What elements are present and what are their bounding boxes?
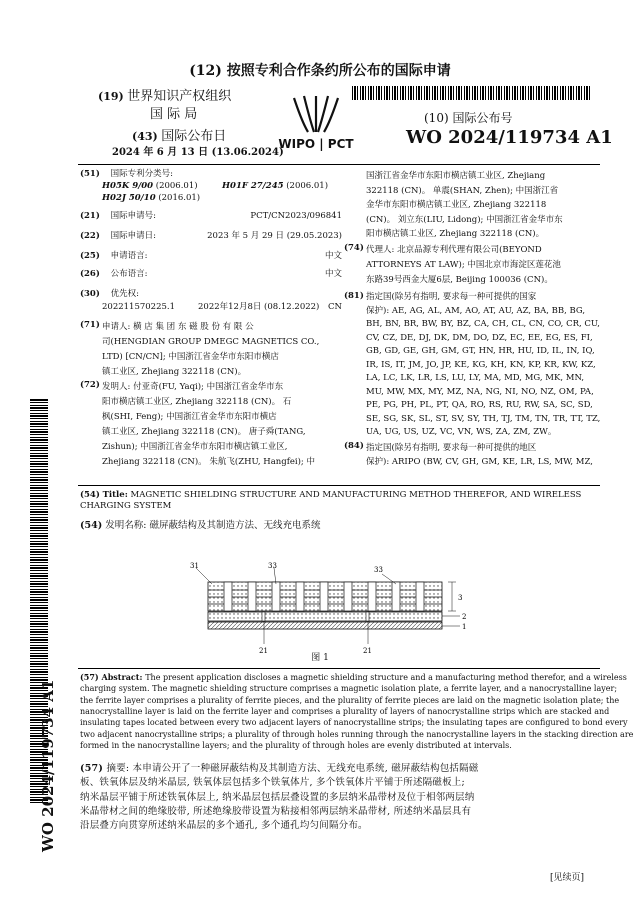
abstract-en-line: insulating tapes located between every two adjacent layers of nanocrystalline strips; the insulating tapes are configured to bond every [80, 718, 628, 728]
applicant-line: 司(HENGDIAN GROUP DMEGC MAGNETICS CO., [102, 337, 320, 347]
abstract-cn-line: 米晶带材之间的绝缘胶带, 所述绝缘胶带设置为粘接相邻两层纳米晶带材, 所述纳米晶层具有 [80, 805, 472, 817]
field-81-num-wrap [344, 291, 364, 302]
label-31: 31 [190, 562, 199, 570]
agent-line: ATTORNEYS AT LAW); 中国北京市海淀区莲花池 [366, 260, 561, 270]
pubdate-label-line [132, 128, 226, 146]
inventor-cont-line: 322118 (CN)。 单震(SHAN, Zhen); 中国浙江省 [366, 185, 559, 196]
label-33-b: 33 [374, 566, 383, 574]
field-72-num: (72) [80, 380, 100, 390]
field-21-num: (21) [80, 211, 100, 221]
designated-states-line: GB, GD, GE, GH, GM, GT, HN, HR, HU, ID, IL, IN, IQ, [366, 346, 595, 356]
title-rule [78, 485, 600, 486]
designated-states-line: LA, LC, LK, LR, LS, LU, LY, MA, MD, MG, MK, MN, [366, 373, 585, 383]
ipc-3-year: (2016.01) [158, 193, 201, 203]
field-51-num: (51) [80, 169, 100, 179]
label-2: 2 [462, 613, 467, 621]
designated-states-line: 保护): AE, AG, AL, AM, AO, AT, AU, AZ, BA, BB, BG, [366, 305, 586, 316]
title-cn [80, 520, 320, 533]
abstract-cn-line: 纳米晶层平铺于所述铁氧体层上, 纳米晶层包括层叠设置的多层纳米晶带材及位于相邻两层纳 [80, 791, 475, 803]
abstract-en-line: charging system. The magnetic shielding structure comprises a magnetic isolation plate, a ferrite layer, and a nanocrystalline layer; [80, 684, 618, 694]
inventor-cont-line: 国浙江省金华市东阳市横店镇工业区, Zhejiang [366, 171, 546, 181]
applicant-line: LTD) [CN/CN]; 中国浙江省金华市东阳市横店 [102, 352, 279, 362]
inventor-cont-line: 金华市东阳市横店镇工业区, Zhejiang 322118 [366, 200, 547, 210]
designated-states-line: SE, SG, SK, SL, ST, SV, SY, TH, TJ, TM, TN, TR, TT, TZ, [366, 413, 601, 424]
priority-row [102, 302, 342, 313]
field-25-label: 申请语言: [110, 251, 148, 261]
ipc-3-code: H02J 50/10 [102, 193, 156, 203]
ferrite-layer [208, 612, 442, 621]
title-en-num: (54) [80, 490, 100, 500]
pubdate-label-num: (43) [132, 130, 158, 143]
field-71-text [102, 320, 342, 380]
org-name: 世界知识产权组织 [127, 89, 232, 104]
abstract-cn [80, 762, 602, 833]
field-71-num-wrap [80, 320, 100, 331]
header-rule [78, 164, 600, 165]
ipc-1-year: (2006.01) [155, 181, 198, 191]
field-72-num-wrap [80, 380, 100, 391]
pubno-value: WO 2024/119734 A1 [406, 127, 613, 148]
pubdate-value: 2024 年 6 月 13 日 (13.06.2024) [112, 147, 284, 158]
designated-states-line: PE, PG, PH, PL, PT, QA, RO, RS, RU, RW, SA, SC, SD, [366, 400, 593, 410]
designated-states-line: BH, BN, BR, BW, BY, BZ, CA, CH, CL, CN, CO, CR, CU, [366, 319, 600, 329]
side-pubno: WO 2024/119734 A1 [39, 679, 57, 852]
regional-states-line: 指定国(除另有指明, 要求每一种可提供的地区 [366, 443, 537, 453]
document-title: (12) 按照专利合作条约所公布的国际申请 [189, 63, 451, 79]
field-22 [80, 231, 342, 242]
designated-states-line: 指定国(除另有指明, 要求每一种可提供的国家 [366, 292, 537, 302]
ipc-2-code: H01F 27/245 [222, 181, 284, 191]
ipc-3 [102, 193, 200, 204]
title-cn-num: (54) [80, 520, 103, 531]
field-25-value: 中文 [324, 251, 342, 261]
org-num: (19) [98, 90, 124, 103]
ferrite-gap-right [366, 612, 369, 621]
title-en-label: Title: [102, 490, 128, 500]
designated-states-line: CV, CZ, DE, DJ, DK, DM, DO, DZ, EC, EE, EG, ES, FI, [366, 332, 593, 343]
field-22-value: 2023 年 5 月 29 日 (29.05.2023) [207, 231, 342, 241]
abstract-en-text: The present application discloses a magnetic shielding structure and a manufacturing method therefor, and a wireless [145, 673, 627, 682]
abstract-rule [78, 668, 600, 669]
agent-line: 东路39号西金大厦6层, Beijing 100036 (CN)。 [366, 275, 553, 285]
abstract-en-label: Abstract: [101, 672, 146, 682]
abstract-en-line: nanocrystalline layer is laid on the ferrite layer and comprises a plurality of layers of nanocrystalline strips which are stacked and [80, 707, 610, 717]
priority-app: 202211570225.1 [102, 302, 176, 312]
label-21-a: 21 [259, 647, 268, 655]
inventor-cont-line: 阳市横店镇工业区, Zhejiang 322118 (CN)。 [366, 229, 545, 239]
field-21 [80, 211, 342, 222]
field-26-value: 中文 [324, 269, 342, 279]
field-26 [80, 269, 342, 280]
field-74-text [366, 243, 602, 288]
field-26-num: (26) [80, 269, 100, 279]
isolation-plate [208, 622, 442, 629]
applicant-line: 镇工业区, Zhejiang 322118 (CN)。 [102, 367, 247, 377]
field-81-text [366, 291, 602, 440]
pubno-label: (10) 国际公布号 [424, 111, 513, 125]
label-3: 3 [458, 594, 463, 602]
abstract-cn-line: 沿层叠方向贯穿所述纳米晶层的多个通孔, 多个通孔均匀间隔分布。 [80, 820, 368, 831]
abstract-en [80, 672, 634, 752]
regional-states-line: 保护): ARIPO (BW, CV, GH, GM, KE, LR, LS, MW, MZ, [366, 457, 593, 467]
label-1: 1 [462, 623, 467, 631]
field-72-text [102, 380, 342, 470]
bureau: 国 际 局 [150, 107, 198, 122]
ipc-1 [102, 181, 198, 192]
inventor-cont-line: (CN)。 刘立东(LIU, Lidong); 中国浙江省金华市东 [366, 214, 563, 225]
ferrite-gap-left [262, 612, 265, 621]
continued-note: [见续页] [550, 873, 585, 883]
through-holes [224, 582, 424, 611]
label-21-b: 21 [363, 647, 372, 655]
field-74-num-wrap [344, 243, 364, 254]
field-84-num: (84) [344, 441, 364, 451]
org-line [98, 88, 231, 106]
abstract-en-line: formed in the nanocrystalline layers; and the plurality of through holes are evenly distributed at intervals. [80, 741, 512, 751]
field-21-value: PCT/CN2023/096841 [250, 211, 342, 221]
designated-states-line: UA, UG, US, UZ, VC, VN, WS, ZA, ZM, ZW。 [366, 427, 557, 437]
field-22-label: 国际申请日: [110, 231, 156, 241]
priority-cc: CN [328, 302, 342, 312]
abstract-cn-line [80, 762, 602, 776]
agent-line: 代理人: 北京品源专利代理有限公司(BEYOND [366, 245, 542, 255]
abstract-cn-num: (57) [80, 763, 107, 774]
field-84-text [366, 441, 602, 469]
field-21-label: 国际申请号: [110, 211, 156, 221]
field-51 [80, 169, 173, 180]
title-en-line-1: MAGNETIC SHIELDING STRUCTURE AND MANUFACTURING METHOD THEREFOR, AND WIRELESS [130, 490, 582, 500]
abstract-cn-line: 板、铁氧体层及纳米晶层, 铁氧体层包括多个铁氧体片, 多个铁氧体片平铺于所述隔磁板上; [80, 777, 465, 789]
figure-caption: 图 1 [311, 653, 329, 663]
field-25-num: (25) [80, 251, 100, 261]
pubdate-label: 国际公布日 [161, 129, 227, 144]
label-33-a: 33 [268, 562, 277, 570]
field-25 [80, 251, 342, 262]
title-en [80, 490, 600, 513]
field-30-label: 优先权: [110, 289, 139, 299]
inventor-line: Zishun); 中国浙江省金华市东阳市横店镇工业区, [102, 442, 288, 452]
barcode-top [352, 86, 592, 100]
ipc-1-code: H05K 9/00 [102, 181, 154, 191]
wipo-logo-text: WIPO | PCT [278, 137, 354, 151]
field-72-continued [366, 169, 602, 242]
abstract-en-num: (57) [80, 672, 102, 682]
abstract-en-line: two adjacent nanocrystalline strips; a plurality of through holes running through the nanocrystalline layers in the stacking direction are [80, 729, 634, 739]
field-71-num: (71) [80, 320, 100, 330]
field-30-num: (30) [80, 289, 100, 299]
field-30 [80, 289, 139, 300]
inventor-line: Zhejiang 322118 (CN)。 朱航飞(ZHU, Hangfei); 中 [102, 457, 315, 467]
priority-date: 2022年12月8日 (08.12.2022) [198, 302, 320, 312]
inventor-line: 阳市横店镇工业区, Zhejiang 322118 (CN)。 石 [102, 397, 292, 407]
wipo-logo [268, 92, 364, 158]
designated-states-line: MU, MW, MX, MY, MZ, NA, NG, NI, NO, NZ, OM, PA, [366, 386, 594, 397]
field-74-num: (74) [344, 243, 364, 253]
abstract-cn-text: 摘要: 本申请公开了一种磁屏蔽结构及其制造方法、无线充电系统, 磁屏蔽结构包括隔磁 [106, 763, 479, 774]
inventor-line: 枫(SHI, Feng); 中国浙江省金华市东阳市横店 [102, 412, 277, 422]
field-26-label: 公布语言: [110, 269, 148, 279]
applicant-line: 申请人: 横 店 集 团 东 磁 股 份 有 限 公 [102, 322, 254, 332]
inventor-line: 镇工业区, Zhejiang 322118 (CN)。 唐子舜(TANG, [102, 427, 306, 437]
ipc-2 [222, 181, 328, 192]
field-51-label: 国际专利分类号: [110, 169, 173, 179]
inventor-line: 发明人: 付亚奇(FU, Yaqi); 中国浙江省金华市东 [102, 382, 284, 392]
field-22-num: (22) [80, 231, 100, 241]
abstract-en-line [80, 672, 627, 683]
field-84-num-wrap [344, 441, 364, 452]
ipc-2-year: (2006.01) [286, 181, 329, 191]
designated-states-line: IR, IS, IT, JM, JO, JP, KE, KG, KH, KN, KP, KR, KW, KZ, [366, 359, 596, 370]
field-81-num: (81) [344, 291, 364, 301]
abstract-en-line: the ferrite layer comprises a plurality of ferrite pieces, and the plurality of ferrite pieces are laid on the magnetic isolation plate; the [80, 695, 620, 705]
title-en-line-2: CHARGING SYSTEM [80, 501, 172, 512]
title-cn-text: 发明名称: 磁屏蔽结构及其制造方法、无线充电系统 [105, 520, 321, 531]
